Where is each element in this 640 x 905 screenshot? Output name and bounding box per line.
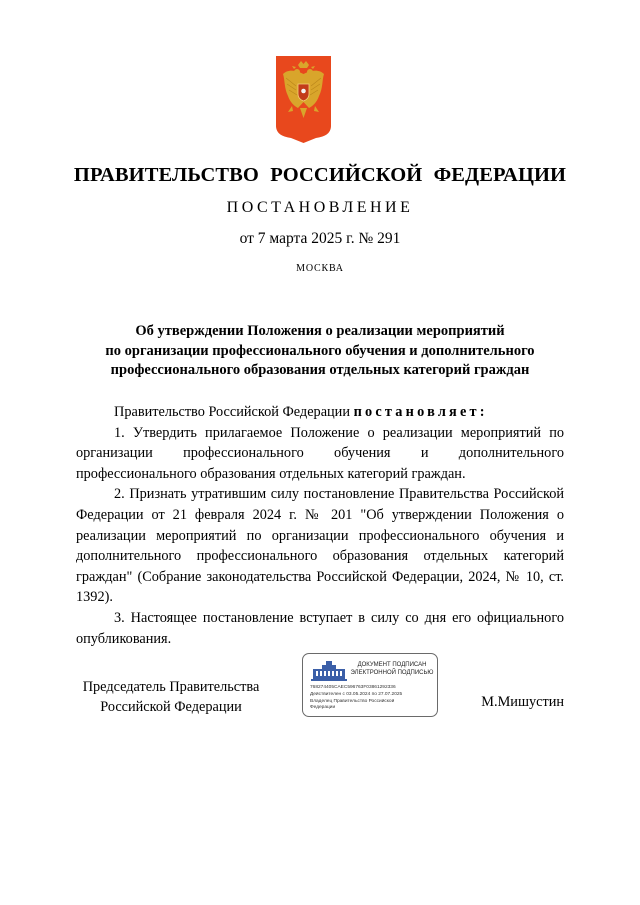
title-line: Об утверждении Положения о реализации мероприятий <box>135 323 505 339</box>
government-building-icon <box>310 660 348 682</box>
body-item: 2. Признать утратившим силу постановление Правительства Российской Федерации от 21 февраля 2024 г. № 201 "Об утверждении Положения о реализации мероприятий по организации профессионального обучения и дополнительного профессионального образования отдельных категорий граждан" (Собрание законодательства Российской Федерации, 2024, № 10, ст. 1392). <box>76 486 564 606</box>
intro-keyword: постановляет: <box>353 404 488 420</box>
stamp-validity: Действителен с 03.05.2024 по 27.07.2025 <box>310 692 403 697</box>
intro-paragraph <box>76 402 564 423</box>
signatory-position <box>66 677 276 717</box>
intro-prefix: Правительство Российской Федерации <box>114 404 354 420</box>
stamp-owner: Федерации <box>310 705 336 710</box>
title-line: профессионального образования отдельных категорий граждан <box>110 362 530 378</box>
organization-heading: ПРАВИТЕЛЬСТВО РОССИЙСКОЙ ФЕДЕРАЦИИ <box>73 164 567 186</box>
electronic-signature-stamp <box>302 653 438 717</box>
body-item: 1. Утвердить прилагаемое Положение о реализации мероприятий по организации профессионального обучения и дополнительного профессионального образования отдельных категорий граждан. <box>76 424 564 482</box>
signatory-name: М.Мишустин <box>481 694 564 710</box>
stamp-owner: Владелец Правительство Российской <box>310 699 395 704</box>
date-and-number: от 7 марта 2025 г. № 291 <box>239 230 401 247</box>
position-line: Российской Федерации <box>100 699 242 715</box>
stamp-certificate: 768274405CAEC596763F03861292336 <box>310 685 396 690</box>
document-body <box>76 402 564 649</box>
title-line: по организации профессионального обучения и дополнительного <box>105 342 535 359</box>
body-item: 3. Настоящее постановление вступает в силу со дня его официального опубликования. <box>76 609 564 647</box>
stamp-heading-line: ЭЛЕКТРОННОЙ ПОДПИСЬЮ <box>350 670 434 676</box>
document-type: ПОСТАНОВЛЕНИЕ <box>226 199 414 216</box>
city-label: МОСКВА <box>296 263 344 274</box>
document-title <box>60 322 580 381</box>
position-line: Председатель Правительства <box>82 679 260 695</box>
coat-of-arms-icon <box>276 56 331 143</box>
stamp-heading-line: ДОКУМЕНТ ПОДПИСАН <box>357 662 427 668</box>
stamp-heading <box>349 661 435 677</box>
